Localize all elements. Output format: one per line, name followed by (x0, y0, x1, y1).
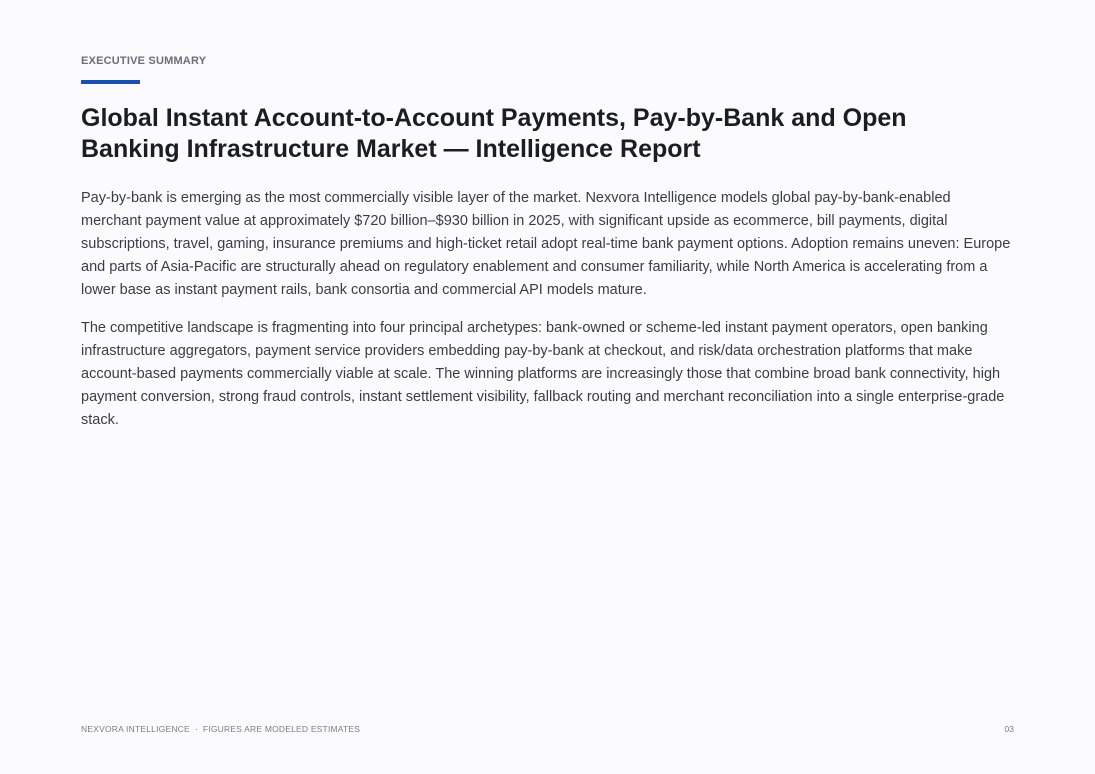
accent-bar (81, 80, 140, 84)
summary-body (81, 187, 1011, 447)
footer-brand: NEXVORA INTELLIGENCE (81, 724, 190, 734)
summary-paragraph-2: The competitive landscape is fragmenting into four principal archetypes: bank-owned or scheme-led instant payment operators, open banking infrastructure aggregators, payment service providers embedding pay-by-bank at checkout, and risk/data orchestration platforms that make account-based payments commercially viable at scale. The winning platforms are increasingly those that combine broad bank connectivity, high payment conversion, strong fraud controls, instant settlement visibility, fallback routing and merchant reconciliation into a single enterprise-grade stack. (81, 320, 1005, 428)
page-number: 03 (1004, 724, 1014, 734)
page-title: Global Instant Account-to-Account Payments, Pay-by-Bank and Open Banking Infrastructure Market — Intelligence Report (81, 104, 907, 163)
summary-paragraph-1: Pay-by-bank is emerging as the most commercially visible layer of the market. Nexvora Intelligence models global pay-by-bank-enabled merchant payment value at approximately $720 billion–$930 billion in 2025, with significant upside as ecommerce, bill payments, digital subscriptions, travel, gaming, insurance premiums and high-ticket retail adopt real-time bank payment options. Adoption remains uneven: Europe and parts of Asia-Pacific are structurally ahead on regulatory enablement and consumer familiarity, while North America is accelerating from a lower base as instant payment rails, bank consortia and commercial API models mature. (81, 190, 1011, 298)
section-label: EXECUTIVE SUMMARY (81, 55, 207, 67)
footer-separator: · (194, 724, 198, 734)
footer-left (81, 724, 360, 734)
footer-note: FIGURES ARE MODELED ESTIMATES (202, 724, 361, 734)
